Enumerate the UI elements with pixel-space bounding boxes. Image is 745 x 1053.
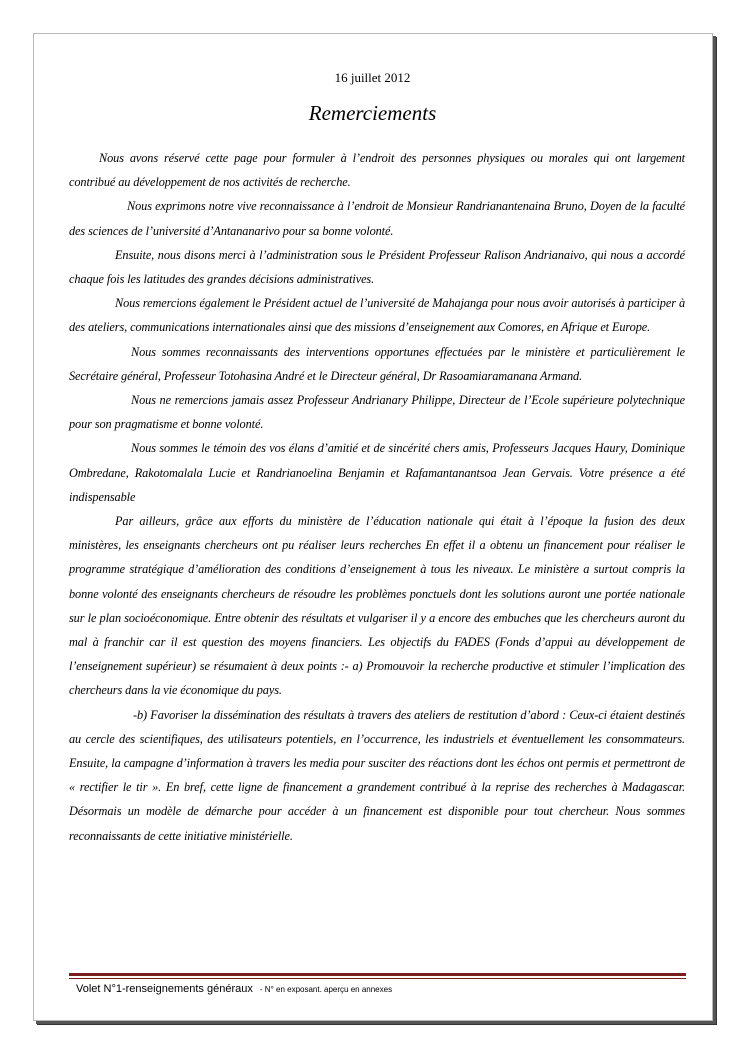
paragraph: Nous ne remercions jamais assez Professeur Andrianary Philippe, Directeur de l’Ecole supérieure polytechnique pour son pragmatisme et bonne volonté. bbox=[69, 393, 685, 432]
paragraph: Par ailleurs, grâce aux efforts du ministère de l’éducation nationale qui était à l’époque la fusion des deux ministères, les enseignants chercheurs ont pu réaliser leurs recherches En effet il a obtenu un financement pour réaliser le programme stratégique d’amélioration des conditions d’enseignement à tous les niveaux. Le ministère a surtout compris la bonne volonté des enseignants chercheurs de résoudre les problèmes ponctuels dont les solutions auront une portée nationale sur le plan socioéconomique. Entre obtenir des résultats et vulgariser il y a encore des embuches que les chercheurs auront du mal à franchir car il est question des moyens financiers. Les objectifs du FADES (Fonds d’appui au développement de l’enseignement supérieur) se résumaient à deux points :- a) Promouvoir la recherche productive et stimuler l’implication des chercheurs dans la vie économique du pays. bbox=[69, 514, 685, 698]
document-date: 16 juillet 2012 bbox=[334, 70, 411, 85]
paragraph: Nous avons réservé cette page pour formuler à l’endroit des personnes physiques ou morales qui ont largement contribué au développement de nos activités de recherche. bbox=[69, 151, 685, 190]
page-footer bbox=[76, 983, 392, 995]
page-title: Remerciements bbox=[308, 101, 437, 125]
paragraph: Nous remercions également le Président actuel de l’université de Mahajanga pour nous avoir autorisés à participer à des ateliers, communications internationales ainsi que des missions d’enseignement aux Comores, en Afrique et Europe. bbox=[69, 296, 685, 335]
paragraph: -b) Favoriser la dissémination des résultats à travers des ateliers de restitution d’abord : Ceux-ci étaient destinés au cercle des scientifiques, des utilisateurs potentiels, en l’occurrence, les industriels et éventuellement les consommateurs. Ensuite, la campagne d’information à travers les media pour susciter des réactions dont les échos ont permis et permettront de « rectifier le tir ». En bref, cette ligne de financement a grandement contribué à la reprise des recherches à Madagascar. Désormais un modèle de démarche pour accéder à un financement est disponible pour tout chercheur. Nous sommes reconnaissants de cette initiative ministérielle. bbox=[69, 707, 685, 843]
paragraph: Nous exprimons notre vive reconnaissance à l’endroit de Monsieur Randrianantenaina Bruno, Doyen de la faculté des sciences de l’université d’Antananarivo pour sa bonne volonté. bbox=[69, 199, 685, 238]
paragraph: Nous sommes le témoin des vos élans d’amitié et de sincérité chers amis, Professeurs Jacques Haury, Dominique Ombredane, Rakotomalala Lucie et Randrianoelina Benjamin et Rafamantanantsoa Jean Gervais. Votre présence a été indispensable bbox=[69, 441, 685, 504]
paragraph: Ensuite, nous disons merci à l’administration sous le Président Professeur Ralison Andrianaivo, qui nous a accordé chaque fois les latitudes des grandes décisions administratives. bbox=[69, 247, 685, 287]
footer-label: Volet N°1-renseignements généraux bbox=[76, 983, 253, 995]
body-text bbox=[69, 146, 685, 848]
footer-divider-thin bbox=[69, 978, 686, 979]
paragraph: Nous sommes reconnaissants des interventions opportunes effectuées par le ministère et particulièrement le Secrétaire général, Professeur Totohasina André et le Directeur général, Dr Rasoamiaramanana Armand. bbox=[69, 344, 685, 383]
footer-note: - N° en exposant. aperçu en annexes bbox=[259, 985, 393, 994]
footer-divider bbox=[69, 973, 686, 976]
